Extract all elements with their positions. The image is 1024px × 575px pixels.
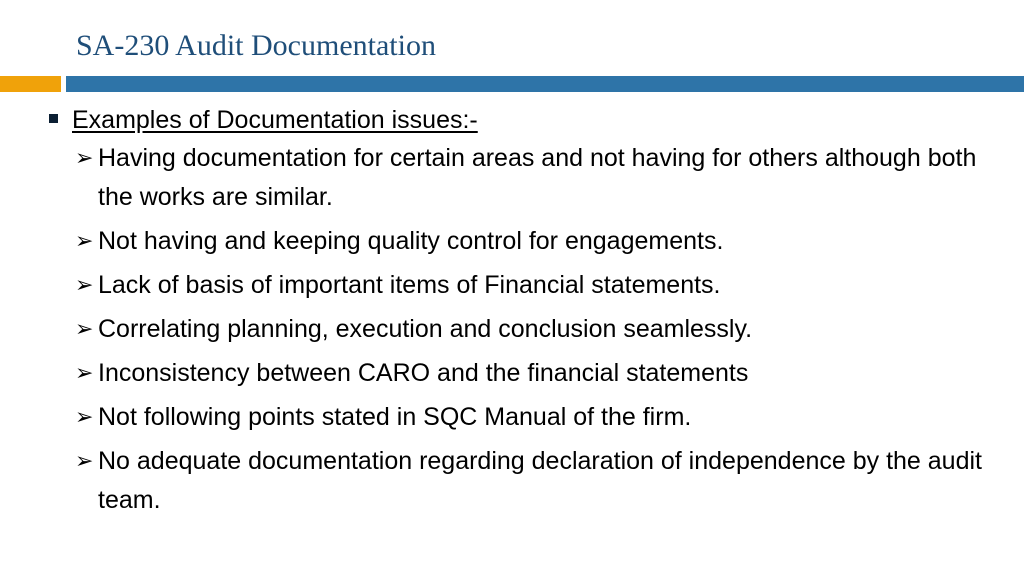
arrow-bullet-icon: ➢: [75, 229, 94, 254]
slide-body: [0, 103, 1024, 525]
list-item: [0, 354, 1024, 393]
arrow-bullet-icon: ➢: [75, 146, 94, 171]
list-item: [0, 139, 1024, 217]
list-item: [0, 310, 1024, 349]
list-item: [0, 442, 1024, 520]
blue-divider-bar: [66, 76, 1024, 92]
list-item-text: Inconsistency between CARO and the financial statements: [98, 359, 749, 387]
list-item-text: Correlating planning, execution and conclusion seamlessly.: [98, 315, 753, 343]
arrow-bullet-icon: ➢: [75, 361, 94, 386]
slide-title: SA-230 Audit Documentation: [76, 29, 436, 62]
orange-accent-bar: [0, 76, 61, 92]
list-item-text: Lack of basis of important items of Financial statements.: [98, 271, 721, 299]
list-item-text: No adequate documentation regarding declaration of independence by the audit team.: [98, 447, 982, 514]
list-item: [0, 266, 1024, 305]
list-item-text: Not having and keeping quality control for engagements.: [98, 227, 724, 255]
arrow-bullet-icon: ➢: [75, 273, 94, 298]
arrow-bullet-icon: ➢: [75, 405, 94, 430]
list-item-text: Not following points stated in SQC Manual of the firm.: [98, 403, 692, 431]
list-item-text: Having documentation for certain areas and not having for others although both the works are similar.: [98, 144, 977, 211]
heading-bullet-text: Examples of Documentation issues:-: [72, 106, 478, 134]
arrow-bullet-icon: ➢: [75, 449, 94, 474]
list-item: [0, 222, 1024, 261]
heading-bullet: [0, 103, 1024, 139]
list-item: [0, 398, 1024, 437]
square-bullet-icon: [49, 114, 58, 123]
issues-list: [0, 139, 1024, 520]
arrow-bullet-icon: ➢: [75, 317, 94, 342]
